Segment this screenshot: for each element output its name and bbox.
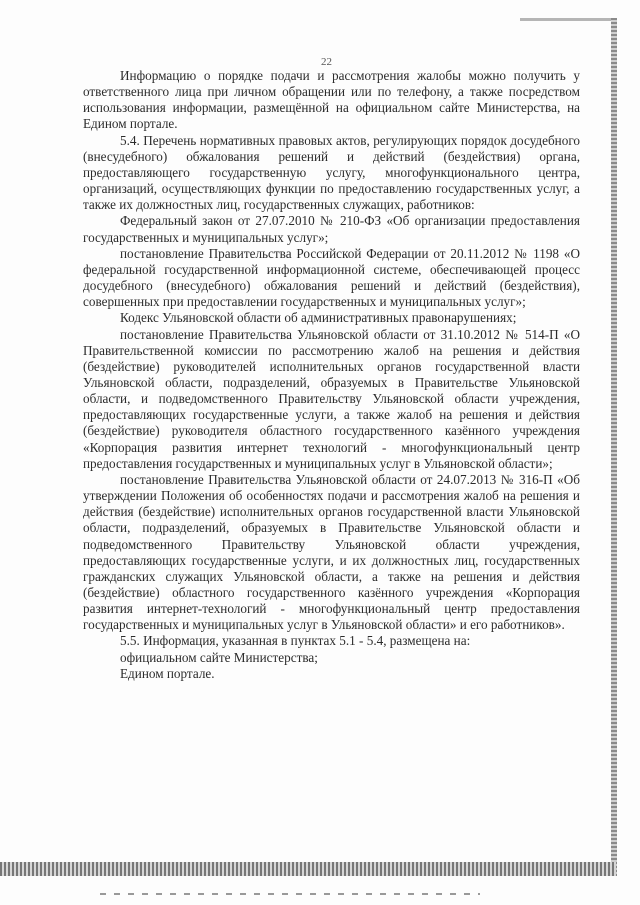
document-body	[83, 68, 580, 682]
paragraph-complaint-info: Информацию о порядке подачи и рассмотрения жалобы можно получить у ответственного лица при личном обращении или по телефону, а также посредством использования информации, размещённой на официальном сайте Министерства, на Едином портале.	[83, 68, 580, 132]
paragraph-5-4-heading: 5.4. Перечень нормативных правовых актов, регулирующих порядок досудебного (внесудебного) обжалования решений и действий (бездействия) органа, предоставляющего государственную услугу, многофункционального центра, организаций, осуществляющих функции по предоставлению государственных услуг, а также их должностных лиц, государственных служащих, работников:	[83, 132, 580, 213]
paragraph-5-5: 5.5. Информация, указанная в пунктах 5.1 - 5.4, размещена на:	[120, 633, 471, 649]
scan-edge-right	[611, 18, 617, 876]
paragraph-federal-law-210: Федеральный закон от 27.07.2010 № 210-ФЗ «Об организации предоставления государственных и муниципальных услуг»;	[83, 213, 580, 245]
page-number: 22	[321, 56, 332, 68]
scan-edge-bottom-faint	[100, 893, 480, 895]
paragraph-rf-resolution-1198: постановление Правительства Российской Федерации от 20.11.2012 № 1198 «О федеральной государственной информационной системе, обеспечивающей процесс досудебного (внесудебного) обжалования решений и действий (бездействия), совершенных при предоставлении государственных и муниципальных услуг»;	[83, 245, 580, 310]
paragraph-resolution-514: постановление Правительства Ульяновской области от 31.10.2012 № 514-П «О Правительственной комиссии по рассмотрению жалоб на решения и действия (бездействие) руководителей исполнительных органов государственной власти Ульяновской области, подразделений, образуемых в Правительстве Ульяновской области, и подведомственного Правительству Ульяновской области учреждения, предоставляющих государственные услуги, а также жалоб на решения и действия (бездействие) руководителя областного государственного казённого учреждения «Корпорация развития интернет технологий - многофункциональный центр предоставления государственных и муниципальных услуг в Ульяновской области»;	[83, 326, 580, 471]
scan-edge-bottom	[0, 862, 616, 876]
paragraph-single-portal: Едином портале.	[120, 665, 215, 681]
paragraph-resolution-316: постановление Правительства Ульяновской области от 24.07.2013 № 316-П «Об утверждении Положения об особенностях подачи и рассмотрения жалоб на решения и действия (бездействие) исполнительных органов государственной власти Ульяновской области, подразделений, образуемых в Правительстве Ульяновской области и подведомственного Правительству Ульяновской области учреждения, предоставляющих государственные услуги, и их должностных лиц, государственных гражданских служащих Ульяновской области, а также на решения и действия (бездействие) областного государственного казённого учреждения «Корпорация развития интернет-технологий - многофункциональный центр предоставления государственных и муниципальных услуг в Ульяновской области» и его работников».	[83, 471, 580, 633]
paragraph-official-site: официальном сайте Министерства;	[120, 649, 318, 665]
paragraph-ulyanovsk-code: Кодекс Ульяновской области об административных правонарушениях;	[120, 310, 517, 326]
scan-edge-top	[520, 18, 612, 21]
